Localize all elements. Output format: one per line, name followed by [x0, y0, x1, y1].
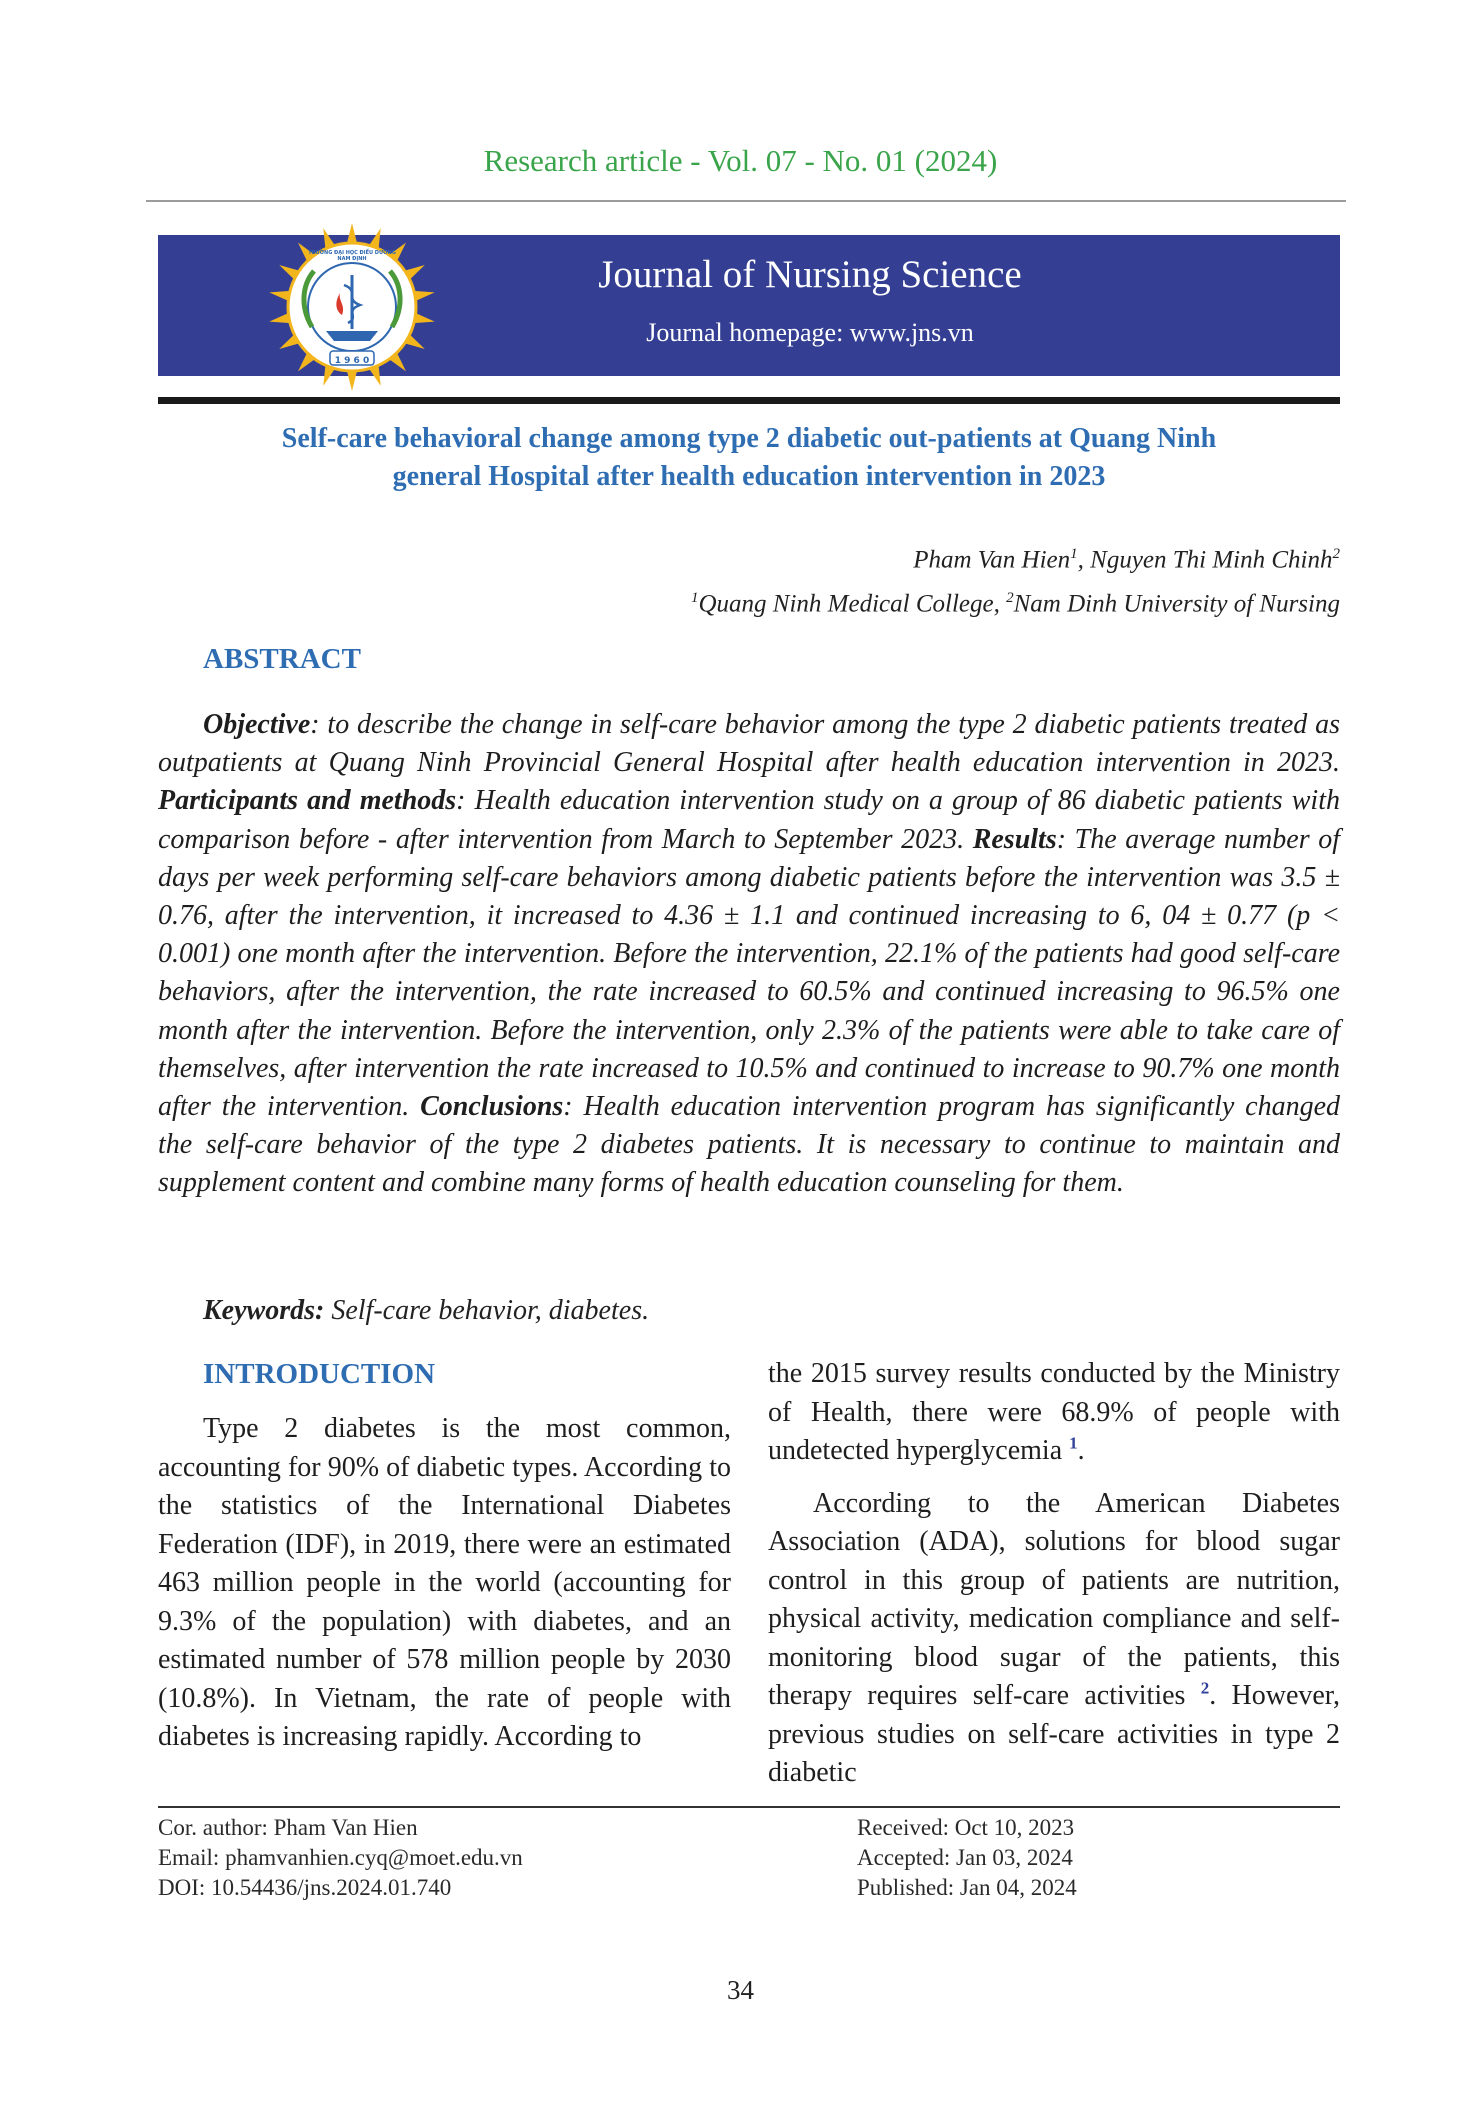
banner-bottom-rule: [158, 397, 1340, 404]
affiliation-2: Nam Dinh University of Nursing: [1013, 590, 1340, 618]
footer-right: [857, 1813, 1077, 1903]
methods-label: Participants and methods: [158, 785, 457, 817]
received-date: Received: Oct 10, 2023: [857, 1815, 1075, 1840]
cor-author: Cor. author: Pham Van Hien: [158, 1815, 418, 1840]
objective-label: Objective: [203, 709, 311, 740]
title-line-1: Self-care behavioral change among type 2 diabetic out-patients at Quang Ninh: [281, 423, 1217, 454]
methods-text: : Health education intervention study on a group of 86 diabetic patients with comparison before - after intervention from March to September 2023.: [158, 785, 1340, 855]
author-2: Nguyen Thi Minh Chinh: [1090, 546, 1333, 574]
intro-left-column: [158, 1410, 731, 1757]
objective-text: : to describe the change in self-care behavior among the type 2 diabetic patients treated as outpatients at Quang Ninh Provincial General Hospital after health education intervention in 2023.: [158, 709, 1340, 779]
intro-paragraph-1: Type 2 diabetes is the most common, accounting for 90% of diabetic types. According to the statistics of the International Diabetes Federation (IDF), in 2019, there were an estimated 463 million people in the world (accounting for 9.3% of the population) with diabetes, and an estimated number of 578 million people by 2030 (10.8%). In Vietnam, the rate of people with diabetes is increasing rapidly. According to: [158, 1413, 731, 1752]
keywords: [203, 1295, 649, 1327]
results-text: : The average number of days per week performing self-care behaviors among diabetic patients before the intervention was 3.5 ± 0.76, after the intervention, it increased to 4.36 ± 1.1 and continued increasing to 6, 04 ± 0.77 (p < 0.001) one month after the intervention. Before the intervention, 22.1% of the patients had good self-care behaviors, after the intervention, the rate increased to 60.5% and continued increasing to 96.5% one month after the intervention. Before the intervention, only 2.3% of the patients were able to take care of themselves, after intervention the rate increased to 10.5% and continued to increase to 90.7% one month after the intervention.: [158, 823, 1340, 1123]
doi[interactable]: DOI: 10.54436/jns.2024.01.740: [158, 1875, 452, 1900]
affiliation-1: Quang Ninh Medical College: [698, 590, 994, 618]
affiliation-line: $^1$Quang Ninh Medical College, $^2$Nam Dinh University of Nursing: [691, 590, 1340, 618]
title-line-2: general Hospital after health education intervention in 2023: [392, 461, 1106, 492]
footer-left: [158, 1813, 523, 1903]
abstract-heading: ABSTRACT: [203, 643, 361, 675]
author-block: [691, 535, 1340, 624]
email[interactable]: Email: phamvanhien.cyq@moet.edu.vn: [158, 1845, 523, 1870]
conclusions-text: : Health education intervention program has significantly changed the self-care behavior of the type 2 diabetes patients. It is necessary to continue to maintain and supplement content and combine many forms of health education counseling for them.: [158, 1091, 1340, 1199]
footer-rule: [158, 1806, 1340, 1808]
results-label: Results: [972, 823, 1057, 855]
journal-logo: [263, 222, 441, 392]
intro-paragraph-3: According to the American Diabetes Association (ADA), solutions for blood sugar control in this group of patients are nutrition, physical activity, medication compliance and self-monitoring blood sugar of the patients, this therapy requires self-care activities $^2$. However, previous studies on self-care activities in type 2 diabetic: [768, 1487, 1341, 1788]
article-title: [158, 420, 1340, 496]
published-date: Published: Jan 04, 2024: [857, 1875, 1077, 1900]
author-line: Pham Van Hien$^1$, Nguyen Thi Minh Chinh$^2$: [913, 546, 1340, 574]
accepted-date: Accepted: Jan 03, 2024: [857, 1845, 1073, 1870]
introduction-heading: INTRODUCTION: [203, 1358, 436, 1390]
intro-right-column: [768, 1355, 1340, 1793]
journal-homepage: Journal homepage: www.jns.vn: [646, 318, 974, 347]
author-1: Pham Van Hien: [913, 546, 1071, 574]
header-rule: [146, 200, 1346, 202]
journal-title: Journal of Nursing Science: [598, 253, 1022, 296]
logo-arc-text: TRƯỜNG ĐẠI HỌC ĐIỀU DƯỠNG NAM ĐỊNH: [308, 250, 396, 262]
logo-emblem-icon: [263, 222, 441, 392]
keywords-text: Self-care behavior, diabetes.: [324, 1295, 650, 1326]
keywords-label: Keywords:: [203, 1295, 325, 1326]
logo-year: 1 9 6 0: [334, 356, 370, 366]
intro-paragraph-2: the 2015 survey results conducted by the Ministry of Health, there were 68.9% of people with undetected hyperglycemia $^1$.: [768, 1358, 1340, 1466]
conclusions-label: Conclusions: [420, 1091, 564, 1123]
citation-1[interactable]: 1: [1069, 1433, 1078, 1453]
citation-2[interactable]: 2: [1200, 1678, 1210, 1698]
running-head: Research article - Vol. 07 - No. 01 (2024): [483, 143, 998, 178]
abstract-body: [158, 706, 1340, 1203]
page-number: 34: [727, 1975, 754, 2005]
